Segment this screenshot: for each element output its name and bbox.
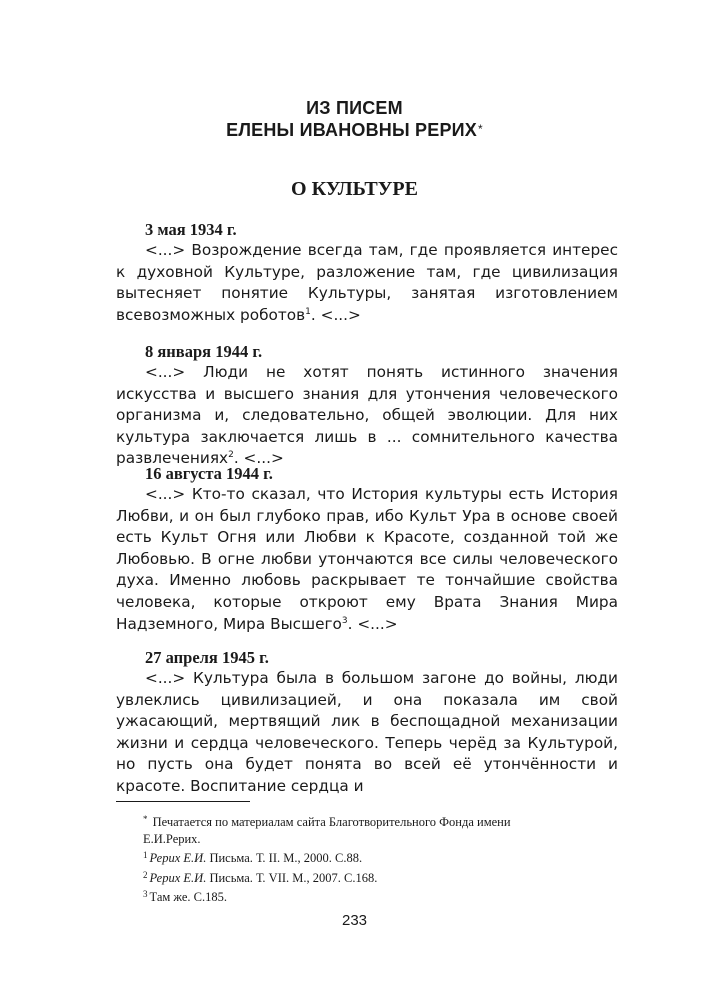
letter-entry — [116, 647, 618, 798]
footnote-mark: 1 — [143, 850, 148, 860]
entry-text — [116, 668, 618, 798]
page-title-line-1: ИЗ ПИСЕМ — [306, 98, 403, 118]
footnote-item — [143, 867, 583, 887]
page-number: 233 — [341, 912, 368, 929]
footnote-author: Рерих Е.И. — [149, 851, 207, 865]
entry-text — [116, 484, 618, 635]
section-title: О КУЛЬТУРЕ — [291, 178, 418, 200]
footnote-divider — [116, 801, 250, 802]
footnote-mark: 3 — [143, 889, 148, 899]
footnote-ref: 2 — [228, 450, 234, 461]
entry-body: <...> Возрождение всегда там, где проявляется интерес к духовной Культуре, разложение там, где цивилизация вытесняет понятие Культуры, занятая изготовлением всевозможных роботов — [116, 241, 618, 324]
footnote-text: Там же. С.185. — [149, 890, 228, 904]
footnote-mark: * — [143, 814, 148, 824]
entry-body: <...> Кто-то сказал, что История культуры есть История Любви, и он был глубоко прав, ибо Культ Ура в основе своей есть Культ Огня или Любви к Красоте, созданной той же Любовью. В огне любви утончаются все силы человеческого духа. Именно любовь раскрывает те тончайшие свойства человека, которые откроют ему Врата Знания Мира Надземного, Мира Высшего — [116, 485, 618, 633]
footnote-item — [143, 811, 583, 831]
footnote-ref: 1 — [305, 306, 311, 317]
letter-entry — [116, 219, 618, 326]
footnotes — [143, 811, 583, 906]
footnote-author: Рерих Е.И. — [149, 870, 207, 885]
entry-date: 3 мая 1934 г. — [145, 220, 237, 239]
entry-tail: . <...> — [347, 614, 398, 633]
footnote-item — [143, 847, 583, 867]
entry-tail: . <...> — [310, 305, 361, 324]
entry-date: 8 января 1944 г. — [145, 342, 263, 361]
entry-text — [116, 240, 618, 326]
entry-tail: . <...> — [233, 449, 284, 468]
title-footnote-mark: * — [478, 122, 483, 136]
footnote-text: Печатается по материалам сайта Благотворительного Фонда имени — [152, 815, 511, 829]
footnote-continuation: Е.И.Рерих. — [143, 831, 201, 846]
footnote-ref: 3 — [341, 615, 348, 626]
footnote-text: Письма. Т. VII. М., 2007. С.168. — [209, 870, 378, 885]
footnote-text: Письма. Т. II. М., 2000. С.88. — [209, 851, 363, 865]
entry-body: <...> Культура была в большом загоне до войны, люди увлеклись цивилизацией, и она показала им свой ужасающий, мертвящий лик в беспощадной механизации жизни и сердца человеческого. Теперь черёд за Культурой, но пусть она будет понята во всей её утончённости и красоте. Воспитание сердца и — [116, 669, 618, 795]
letter-entry — [116, 341, 618, 470]
letter-entry — [116, 463, 618, 635]
footnote-item — [143, 886, 583, 906]
entry-date: 27 апреля 1945 г. — [145, 648, 269, 667]
page-title-text: ЕЛЕНЫ ИВАНОВНЫ РЕРИХ — [226, 120, 477, 140]
page-title-line-2 — [0, 120, 709, 141]
entry-text — [116, 362, 618, 470]
entry-body: <...> Люди не хотят понять истинного значения искусства и высшего знания для утончения человеческого организма и, следовательно, общей эволюции. Для них культура заключается лишь в ... сомнительного качества развлечениях — [116, 363, 618, 468]
footnote-mark: 2 — [143, 869, 148, 880]
entry-date: 16 августа 1944 г. — [145, 464, 273, 483]
